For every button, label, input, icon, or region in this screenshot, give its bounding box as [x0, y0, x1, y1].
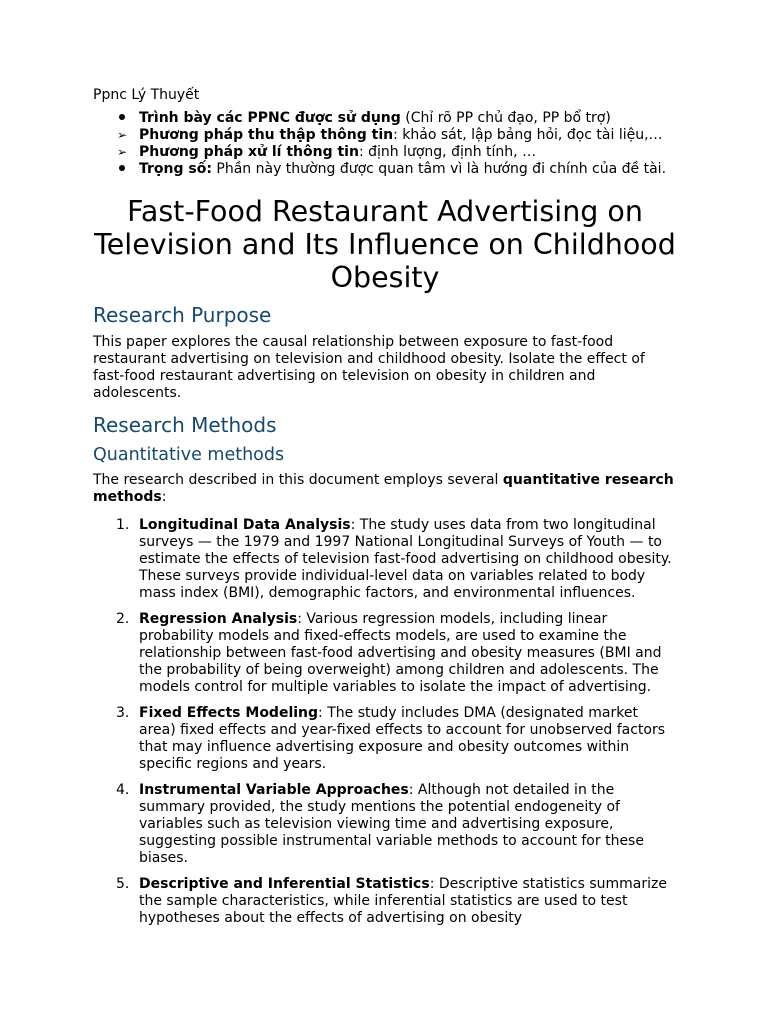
method-number: 3. — [116, 705, 130, 721]
notes-list — [93, 110, 679, 178]
method-item — [93, 517, 679, 602]
method-desc: : Various regression models, including linear probability models and fixed-effects models, are used to examine the relationship between fast-food advertising and obesity measures (BMI and the probability of being overweight) among children and adolescents. The models control for multiple variables to isolate the impact of advertising. — [139, 611, 662, 695]
quantitative-methods-heading: Quantitative methods — [93, 445, 285, 465]
research-purpose-heading: Research Purpose — [93, 303, 272, 327]
method-desc: : The study uses data from two longitudinal surveys — the 1979 and 1997 National Longitudinal Surveys of Youth — to estimate the effects of television fast-food advertising on childhood obesity. These surveys provide individual-level data on variables related to body mass index (BMI), demographic factors, and environmental influences. — [139, 517, 672, 601]
method-desc: : Descriptive statistics summarize the sample characteristics, while inferential statistics are used to test hypotheses about the effects of advertising on obesity — [139, 876, 667, 926]
method-number: 5. — [116, 876, 130, 892]
note-item — [93, 127, 679, 144]
note-item — [93, 110, 679, 127]
research-purpose-text: This paper explores the causal relationship between exposure to fast-food restaurant advertising on television and childhood obesity. Isolate the effect of fast-food restaurant advertising on television on obesity in children and adolescents. — [93, 334, 645, 401]
method-item — [93, 611, 679, 696]
method-name: Descriptive and Inferential Statistics — [139, 876, 430, 892]
methods-intro-text: The research described in this document employs several — [93, 472, 503, 488]
method-name: Longitudinal Data Analysis — [139, 517, 351, 533]
note-label: Phương pháp thu thập thông tin — [139, 127, 394, 143]
method-number: 1. — [116, 517, 130, 533]
methods-intro-bold: quantitative research methods — [93, 472, 674, 505]
method-desc: : The study includes DMA (designated market area) fixed effects and year-fixed effects to account for unobserved factors that may influence advertising exposure and obesity outcomes within specific regions and years. — [139, 705, 665, 772]
bullet-icon — [115, 161, 129, 178]
note-label: Trọng số: — [139, 161, 212, 177]
method-desc: : Although not detailed in the summary provided, the study mentions the potential endogeneity of variables such as television viewing time and advertising exposure, suggesting possible instrumental variable methods to account for these biases. — [139, 782, 644, 866]
research-methods-heading: Research Methods — [93, 413, 277, 437]
note-label: Phương pháp xử lí thông tin — [139, 144, 359, 160]
arrow-bullet-icon: ➢ — [116, 128, 128, 142]
note-text: : định lượng, định tính, … — [358, 144, 537, 160]
method-name: Instrumental Variable Approaches — [139, 782, 409, 798]
arrow-bullet-icon: ➢ — [116, 145, 128, 159]
bullet-icon — [115, 110, 129, 127]
header-line: Ppnc Lý Thuyết — [93, 87, 200, 103]
method-number: 2. — [116, 611, 130, 627]
methods-intro-end: : — [161, 489, 167, 505]
method-item — [93, 705, 679, 773]
method-number: 4. — [116, 782, 130, 798]
document-title: Fast-Food Restaurant Advertising on Television and Its Influence on Childhood Obesity — [94, 195, 676, 294]
note-text: : khảo sát, lập bảng hỏi, đọc tài liệu,… — [393, 127, 663, 143]
method-item — [93, 782, 679, 867]
methods-list — [93, 517, 679, 927]
note-label: Trình bày các PPNC được sử dụng — [139, 110, 401, 126]
document-page — [93, 86, 679, 936]
note-item — [93, 144, 679, 161]
method-name: Fixed Effects Modeling — [139, 705, 319, 721]
note-text: (Chỉ rõ PP chủ đạo, PP bổ trợ) — [400, 110, 611, 126]
method-name: Regression Analysis — [139, 611, 298, 627]
methods-intro — [93, 472, 679, 506]
method-item — [93, 876, 679, 927]
note-text: Phần này thường được quan tâm vì là hướng đi chính của đề tài. — [211, 161, 667, 177]
note-item — [93, 161, 679, 178]
